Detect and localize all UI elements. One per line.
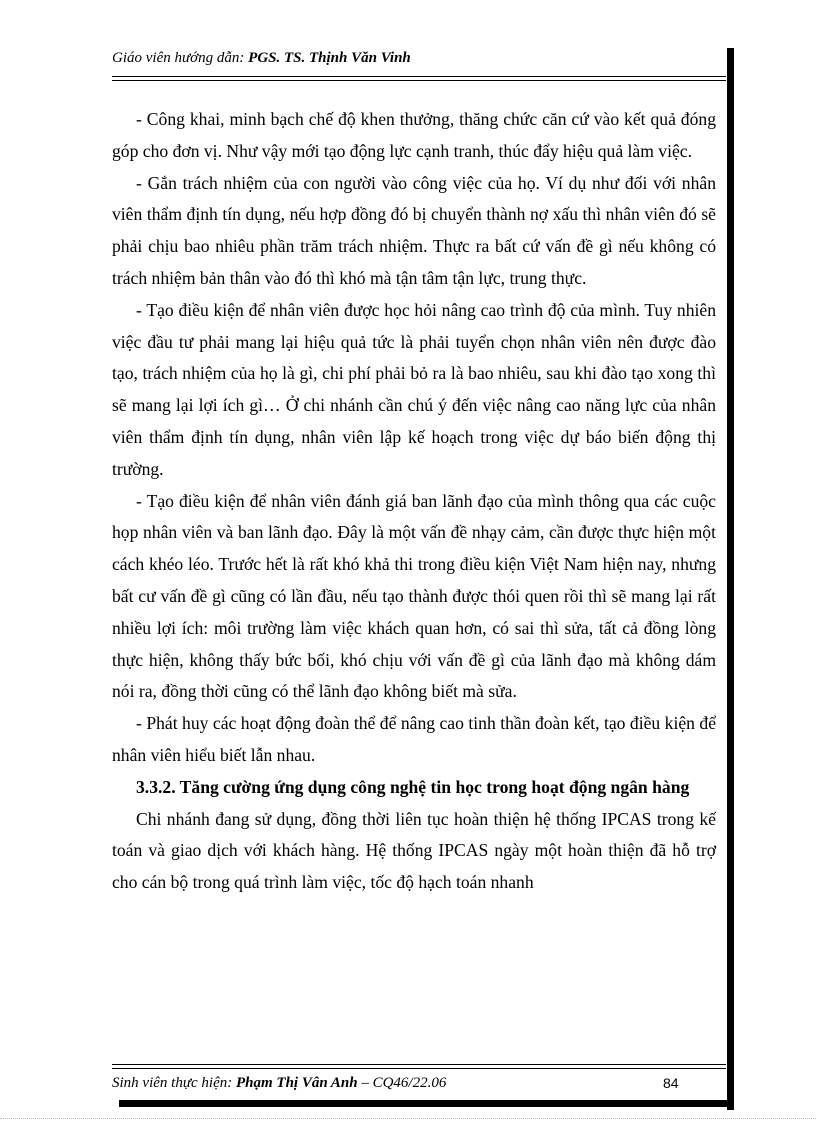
class-code: – CQ46/22.06: [357, 1075, 447, 1091]
section-heading: 3.3.2. Tăng cường ứng dụng công nghệ tin học trong hoạt động ngân hàng: [136, 776, 690, 797]
page-number: 84: [663, 1075, 679, 1091]
footer-label: Sinh viên thực hiện:: [112, 1075, 236, 1091]
paragraph-training: - Tạo điều kiện để nhân viên được học hỏi nâng cao trình độ của mình. Tuy nhiên việc đầu tư phải mang lại hiệu quả tức là phải tuyển chọn nhân viên nên được đào tạo, trách nhiệm của họ là gì, chi phí phải bỏ ra là bao nhiêu, sau khi đào tạo xong thì sẽ mang lại lợi ích gì… Ở chi nhánh cần chú ý đến việc nâng cao năng lực của nhân viên thẩm định tín dụng, nhân viên lập kế hoạch trong việc dự báo biến động thị trường.: [112, 299, 716, 479]
paragraph-union-activities: - Phát huy các hoạt động đoàn thể để nâng cao tinh thần đoàn kết, tạo điều kiện để nhân viên hiểu biết lẫn nhau.: [112, 713, 716, 765]
student-name: Phạm Thị Vân Anh: [235, 1075, 358, 1091]
page-shadow-right: [727, 48, 734, 1110]
document-body: [112, 104, 716, 899]
paragraph-leadership-evaluation: - Tạo điều kiện để nhân viên đánh giá ban lãnh đạo của mình thông qua các cuộc họp nhân viên và ban lãnh đạo. Đây là một vấn đề nhạy cảm, cần được thực hiện một cách khéo léo. Trước hết là rất khó khả thi trong điều kiện Việt Nam hiện nay, nhưng bất cư vấn đề gì cũng có lần đầu, nếu tạo thành được thói quen rồi thì sẽ mang lại rất nhiều lợi ích: môi trường làm việc khách quan hơn, có sai thì sửa, tất cả đồng lòng thực hiện, không thấy bức bối, khó chịu với vấn đề gì của lãnh đạo mà không dám nói ra, đồng thời cũng có thể lãnh đạo không biết mà sửa.: [112, 490, 716, 702]
supervisor-name: PGS. TS. Thịnh Văn Vinh: [248, 50, 411, 66]
page-edge-dotted: [0, 1118, 816, 1119]
page-footer: [112, 1072, 728, 1094]
footer-divider: [112, 1064, 726, 1069]
paragraph-public-rewards: - Công khai, minh bạch chế độ khen thưởng, thăng chức căn cứ vào kết quả đóng góp cho đơn vị. Như vậy mới tạo động lực cạnh tranh, thúc đẩy hiệu quả làm việc.: [112, 109, 716, 161]
paragraph-responsibility: - Gắn trách nhiệm của con người vào công việc của họ. Ví dụ như đối với nhân viên thẩm định tín dụng, nếu hợp đồng đó bị chuyển thành nợ xấu thì nhân viên đó sẽ phải chịu bao nhiêu phần trăm trách nhiệm. Thực ra bất cứ vấn đề gì nếu không có trách nhiệm bản thân vào đó thì khó mà tận tâm tận lực, trung thực.: [112, 172, 716, 288]
page-header: [112, 47, 728, 69]
paragraph-ipcas: Chi nhánh đang sử dụng, đồng thời liên tục hoàn thiện hệ thống IPCAS trong kế toán và giao dịch với khách hàng. Hệ thống IPCAS ngày một hoàn thiện đã hỗ trợ cho cán bộ trong quá trình làm việc, tốc độ hạch toán nhanh: [112, 808, 716, 893]
page-shadow-bottom: [119, 1100, 734, 1107]
header-divider: [112, 76, 726, 81]
header-label: Giáo viên hướng dẫn:: [112, 50, 249, 66]
